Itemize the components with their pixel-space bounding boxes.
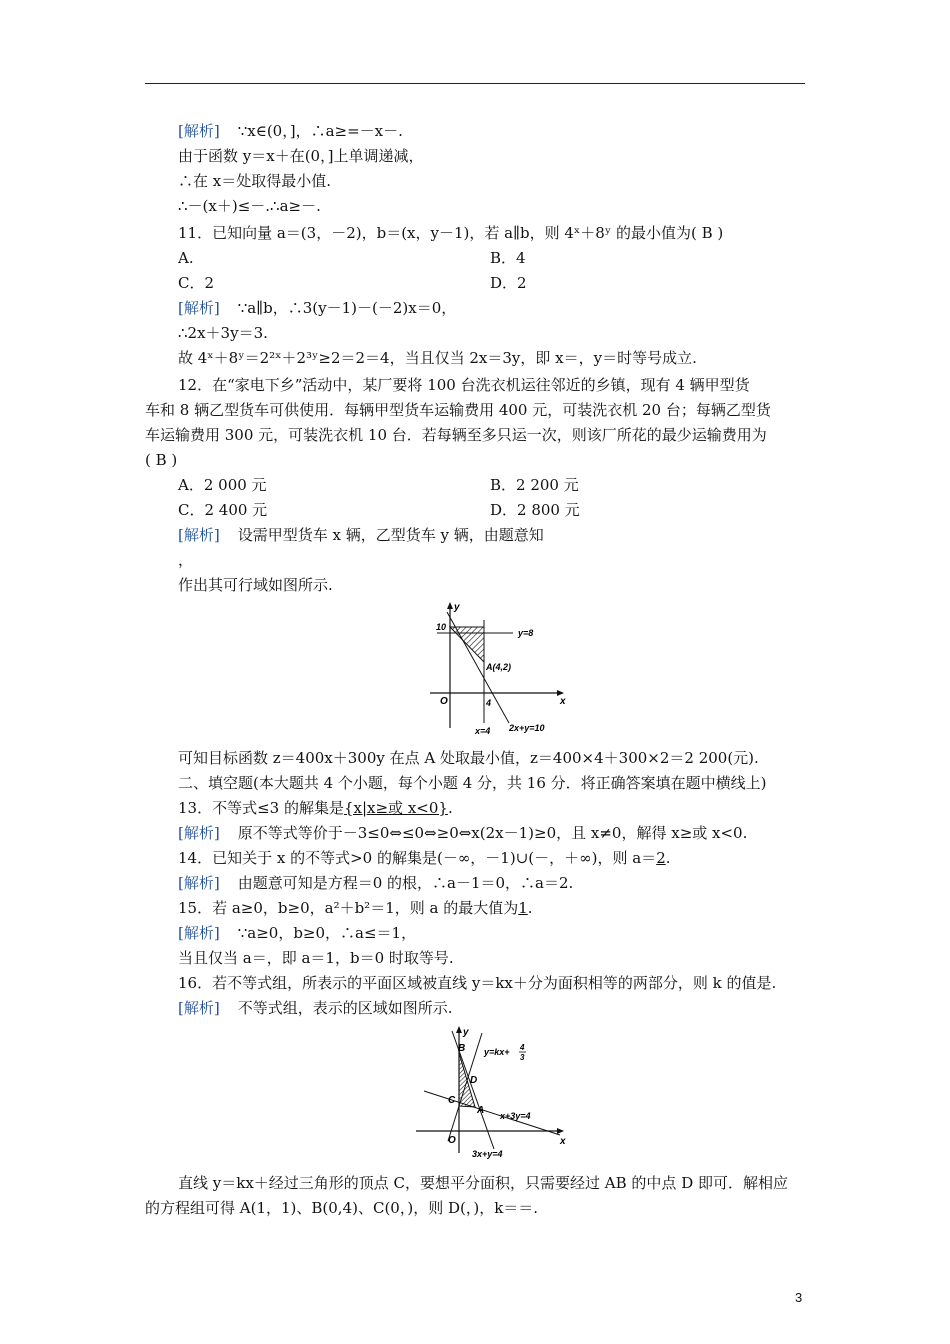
line-x3y-label: x+3y=4 [500, 1111, 531, 1121]
feasible-region-figure-2 [412, 1023, 572, 1163]
text-line: 故 4ˣ＋8ʸ＝2²ˣ＋2³ʸ≥2＝2＝4，当且仅当 2x＝3y，即 x＝，y＝时等号成立. [178, 349, 697, 367]
question-16: 16．若不等式组，所表示的平面区域被直线 y＝kx＋分为面积相等的两部分，则 k 的值是. [178, 974, 777, 992]
point-a-label: A [477, 1105, 485, 1116]
analysis-12: [解析] 设需甲型货车 x 辆，乙型货车 y 辆，由题意知 [178, 526, 544, 544]
text-line: ∴－(x＋)≤－.∴a≥－. [178, 197, 321, 215]
option-b: B．4 [490, 249, 526, 267]
section-2-heading: 二、填空题(本大题共 4 个小题，每个小题 4 分，共 16 分．将正确答案填在题中横线上) [178, 774, 767, 792]
option-d: D．2 800 元 [490, 501, 580, 519]
y-label: y [454, 602, 460, 613]
analysis-line-1: [解析] ∵x∈(0，]，∴a≥=－x－. [178, 122, 403, 140]
y-arrow [447, 602, 453, 609]
origin-label: O [440, 696, 448, 707]
text-line: 车和 8 辆乙型货车可供使用．每辆甲型货车运输费用 400 元，可装洗衣机 20 台；每辆乙型货 [145, 401, 771, 419]
feasible-region-figure-1 [425, 600, 575, 740]
text-line: 当且仅当 a＝，即 a＝1，b＝0 时取等号. [178, 949, 454, 967]
header-rule [145, 83, 805, 84]
tick-10: 10 [436, 622, 447, 632]
text-line: ， [178, 551, 194, 569]
page-number: 3 [795, 1290, 803, 1305]
analysis-15: [解析] ∵a≥0，b≥0，∴a≤＝1， [178, 924, 417, 942]
line-3xy-label: 3x+y=4 [472, 1149, 503, 1159]
analysis-11: [解析] ∵a∥b，∴3(y－1)－(－2)x＝0， [178, 299, 457, 317]
question-13: 13．不等式≤3 的解集是{x|x≥或 x<0}. [178, 799, 453, 817]
origin-label: O [448, 1135, 456, 1146]
frac-denominator: 3 [520, 1053, 525, 1062]
line-2xy-label: 2x+y=10 [509, 723, 545, 733]
text-line: 直线 y＝kx＋经过三角形的顶点 C，要想平分面积，只需要经过 AB 的中点 D 即可．解相应 [178, 1174, 788, 1192]
option-b: B．2 200 元 [490, 476, 579, 494]
analysis-14: [解析] 由题意可知是方程＝0 的根，∴a－1＝0，∴a＝2. [178, 874, 574, 892]
tick-4: 4 [486, 698, 492, 708]
analysis-13: [解析] 原不等式等价于－3≤0⇔≤0⇔≥0⇔x(2x－1)≥0，且 x≠0，解得 x≥或 x<0. [178, 824, 748, 842]
answer-blank: 2 [656, 849, 666, 867]
line-x-3y-4 [424, 1091, 560, 1135]
text-line: 的方程组可得 A(1，1)、B(0,4)、C(0，)，则 D(，)，k＝＝. [145, 1199, 539, 1217]
text-line: 作出其可行域如图所示. [178, 576, 333, 594]
option-a: A．2 000 元 [178, 476, 267, 494]
frac-numerator: 4 [520, 1043, 525, 1052]
text-line: 可知目标函数 z＝400x＋300y 在点 A 处取最小值，z＝400×4＋300×2＝2 200(元). [178, 749, 759, 767]
answer-blank: 1 [518, 899, 528, 917]
analysis-16: [解析] 不等式组，表示的区域如图所示. [178, 999, 453, 1017]
option-c: C．2 400 元 [178, 501, 268, 519]
analysis-tag: [解析] [178, 122, 220, 140]
text-line: ∴在 x＝处取得最小值. [178, 172, 331, 190]
line-y8-label: y=8 [518, 628, 534, 638]
point-d-label: D [470, 1075, 478, 1086]
point-a-label: A(4,2) [486, 662, 512, 672]
x-label: x [560, 1136, 566, 1147]
question-12: 12．在“家电下乡”活动中，某厂要将 100 台洗衣机运往邻近的乡镇，现有 4 辆甲型货 [178, 376, 750, 394]
line-k-label: y=kx+ [484, 1047, 510, 1057]
point-b-label: B [458, 1043, 466, 1054]
point-c-label: C [448, 1095, 456, 1106]
text-line: 由于函数 y＝x＋在(0，]上单调递减， [178, 147, 424, 165]
option-d: D．2 [490, 274, 527, 292]
y-label: y [463, 1027, 469, 1038]
option-c: C．2 [178, 274, 215, 292]
option-a: A. [178, 249, 194, 267]
text-line: ∴2x＋3y＝3. [178, 324, 268, 342]
line-x4-label: x=4 [475, 726, 491, 736]
x-arrow [557, 1128, 564, 1134]
text-line: 车运输费用 300 元，可装洗衣机 10 台．若每辆至多只运一次，则该厂所花的最少运输费用为 [145, 426, 767, 444]
hatched-region [450, 627, 484, 662]
text-line: ( B ) [145, 451, 178, 469]
question-15: 15．若 a≥0，b≥0，a²＋b²＝1，则 a 的最大值为1. [178, 899, 533, 917]
y-arrow [456, 1026, 462, 1033]
x-label: x [560, 696, 566, 707]
question-11: 11．已知向量 a＝(3，－2)，b＝(x，y－1)，若 a∥b，则 4ˣ＋8ʸ 的最小值为( B ) [178, 224, 724, 242]
question-14: 14．已知关于 x 的不等式>0 的解集是(－∞，－1)∪(－，＋∞)，则 a＝2. [178, 849, 671, 867]
answer-blank: {x|x≥或 x<0} [343, 799, 448, 817]
